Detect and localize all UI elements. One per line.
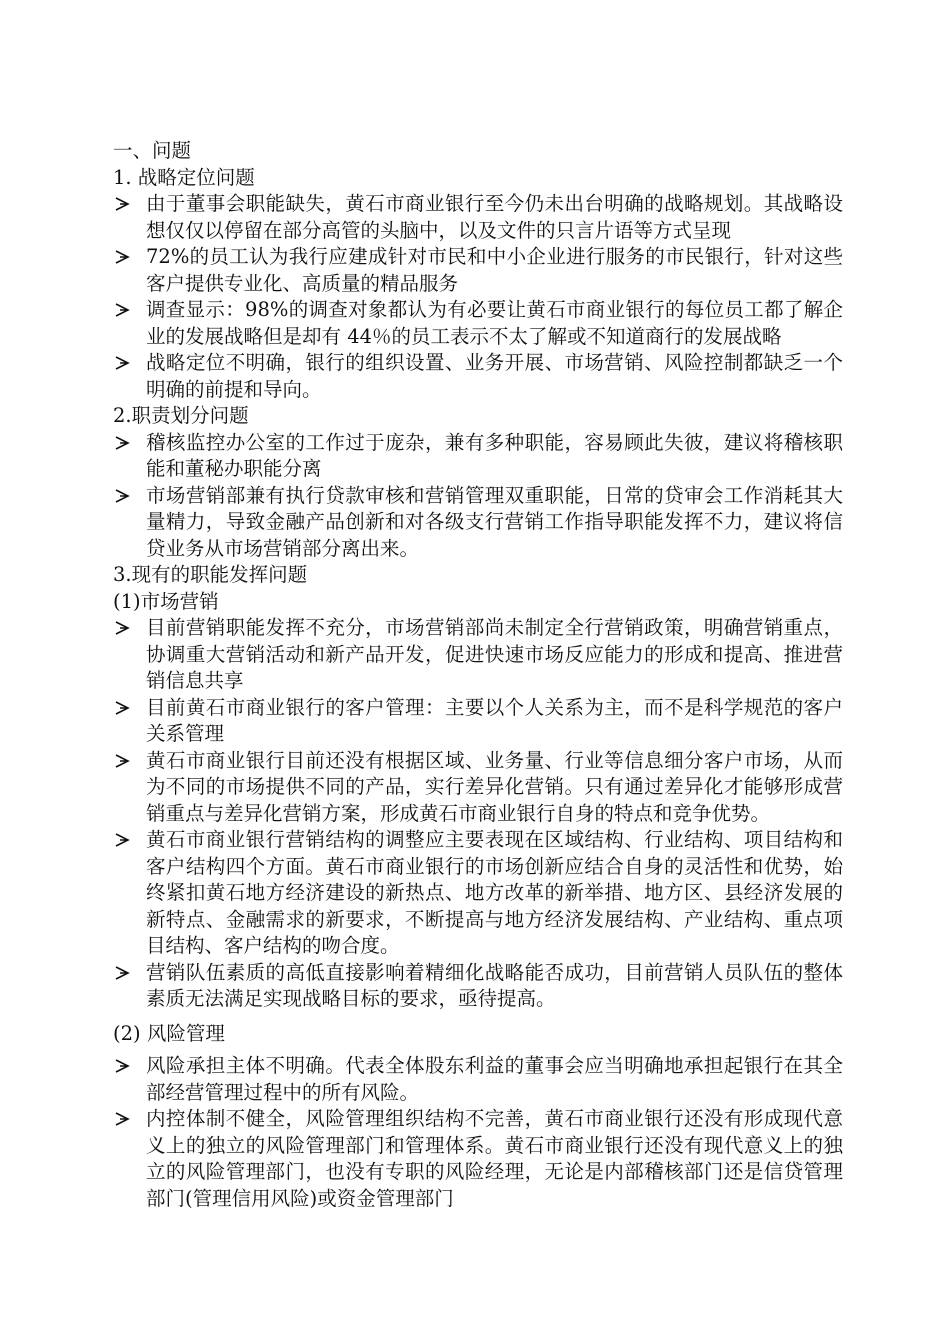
- list-item: [113, 827, 843, 960]
- arrow-bullet-icon: [113, 1053, 135, 1079]
- arrow-bullet-icon: [113, 1106, 135, 1132]
- list-item: [113, 430, 843, 483]
- subsection-list-risk: [113, 1053, 843, 1212]
- document-page: [113, 138, 843, 1212]
- arrow-bullet-icon: [113, 483, 135, 509]
- arrow-bullet-icon: [113, 191, 135, 217]
- list-item-text: 目前黄石市商业银行的客户管理：主要以个人关系为主，而不是科学规范的客户关系管理: [146, 695, 843, 745]
- list-item: [113, 748, 843, 828]
- list-item-text: 调查显示：98%的调查对象都认为有必要让黄石市商业银行的每位员工都了解企业的发展战略但是却有 44％的员工表示不太了解或不知道商行的发展战略: [146, 298, 843, 348]
- arrow-bullet-icon: [113, 827, 135, 853]
- section-heading-strategy: 1. 战略定位问题: [113, 165, 255, 189]
- list-item-text: 营销队伍素质的高低直接影响着精细化战略能否成功，目前营销人员队伍的整体素质无法满足实现战略目标的要求，亟待提高。: [146, 960, 843, 1010]
- subsection-list-marketing: [113, 615, 843, 1013]
- list-item: [113, 615, 843, 695]
- list-item: [113, 695, 843, 748]
- subsection-heading-risk: (2) 风险管理: [113, 1021, 225, 1045]
- list-item: [113, 244, 843, 297]
- section-list-strategy: [113, 191, 843, 403]
- section-heading-functions: 3.现有的职能发挥问题: [113, 563, 308, 586]
- list-item: [113, 191, 843, 244]
- list-item: [113, 297, 843, 350]
- list-item-text: 72%的员工认为我行应建成针对市民和中小企业进行服务的市民银行，针对这些客户提供专业化、高质量的精品服务: [146, 245, 843, 295]
- arrow-bullet-icon: [113, 350, 135, 376]
- list-item-text: 稽核监控办公室的工作过于庞杂，兼有多种职能，容易顾此失彼，建议将稽核职能和董秘办职能分离: [146, 430, 843, 480]
- arrow-bullet-icon: [113, 244, 135, 270]
- arrow-bullet-icon: [113, 960, 135, 986]
- list-item-text: 目前营销职能发挥不充分，市场营销部尚未制定全行营销政策，明确营销重点，协调重大营销活动和新产品开发，促进快速市场反应能力的形成和提高、推进营销信息共享: [146, 616, 843, 692]
- arrow-bullet-icon: [113, 615, 135, 641]
- list-item: [113, 960, 843, 1013]
- list-item-text: 黄石市商业银行目前还没有根据区域、业务量、行业等信息细分客户市场，从而为不同的市场提供不同的产品，实行差异化营销。只有通过差异化才能够形成营销重点与差异化营销方案，形成黄石市商业银行自身的特点和竞争优势。: [146, 748, 843, 825]
- list-item-text: 风险承担主体不明确。代表全体股东利益的董事会应当明确地承担起银行在其全部经营管理过程中的所有风险。: [146, 1054, 843, 1104]
- arrow-bullet-icon: [113, 430, 135, 456]
- list-item: [113, 1053, 843, 1106]
- list-item: [113, 350, 843, 403]
- list-item-text: 内控体制不健全，风险管理组织结构不完善，黄石市商业银行还没有形成现代意义上的独立的风险管理部门和管理体系。黄石市商业银行还没有现代意义上的独立的风险管理部门，也没有专职的风险经理，无论是内部稽核部门还是信贷管理部门(管理信用风险)或资金管理部门: [146, 1107, 843, 1210]
- document-title: 一、问题: [113, 139, 192, 162]
- section-list-responsibility: [113, 430, 843, 563]
- arrow-bullet-icon: [113, 695, 135, 721]
- subsection-heading-marketing: (1)市场营销: [113, 589, 219, 613]
- list-item-text: 战略定位不明确，银行的组织设置、业务开展、市场营销、风险控制都缺乏一个明确的前提和导向。: [146, 351, 843, 401]
- list-item: [113, 483, 843, 563]
- list-item: [113, 1106, 843, 1212]
- list-item-text: 市场营销部兼有执行贷款审核和营销管理双重职能，日常的贷审会工作消耗其大量精力，导致金融产品创新和对各级支行营销工作指导职能发挥不力，建议将信贷业务从市场营销部分离出来。: [146, 483, 843, 560]
- list-item-text: 由于董事会职能缺失，黄石市商业银行至今仍未出台明确的战略规划。其战略设想仅仅以停留在部分高管的头脑中，以及文件的只言片语等方式呈现: [146, 192, 843, 242]
- section-heading-responsibility: 2.职责划分问题: [113, 404, 249, 427]
- list-item-text: 黄石市商业银行营销结构的调整应主要表现在区域结构、行业结构、项目结构和客户结构四个方面。黄石市商业银行的市场创新应结合自身的灵活性和优势，始终紧扣黄石地方经济建设的新热点、地方改革的新举措、地方区、县经济发展的新特点、金融需求的新要求，不断提高与地方经济发展结构、产业结构、重点项目结构、客户结构的吻合度。: [146, 828, 843, 957]
- arrow-bullet-icon: [113, 748, 135, 774]
- arrow-bullet-icon: [113, 297, 135, 323]
